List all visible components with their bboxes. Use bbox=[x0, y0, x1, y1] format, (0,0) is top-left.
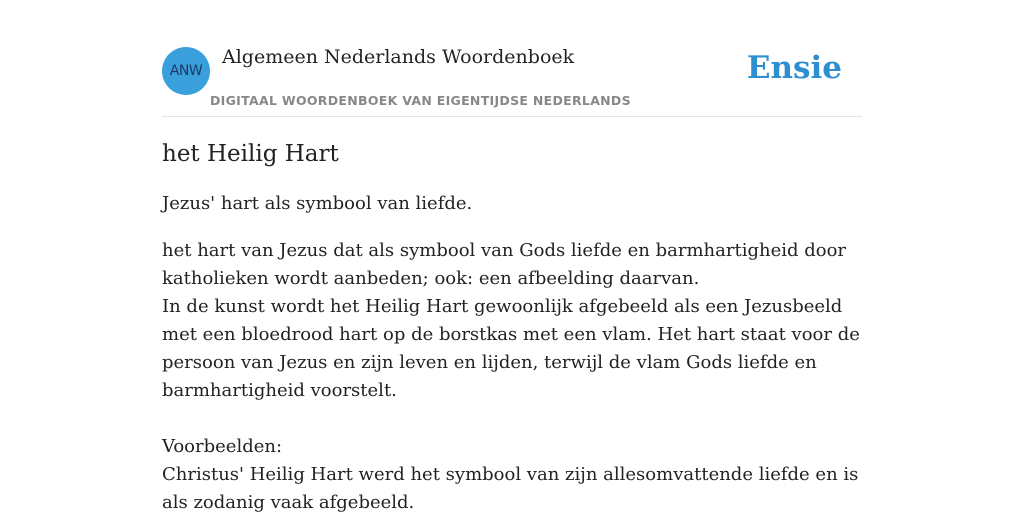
anw-logo[interactable]: ANW bbox=[162, 47, 210, 95]
short-definition: Jezus' hart als symbool van liefde. bbox=[162, 193, 473, 214]
site-title[interactable]: Algemeen Nederlands Woordenboek bbox=[222, 46, 575, 68]
entry-content bbox=[162, 138, 862, 512]
ensie-brand-logo[interactable]: Ensie bbox=[746, 50, 842, 86]
long-definition: het hart van Jezus dat als symbool van Gods liefde en barmhartigheid door katholieken wordt aanbeden; ook: een afbeelding daarvan. In de kunst wordt het Heilig Hart gewoonlijk afgebeeld als een Jezusbeeld met een bloedrood hart op de borstkas met een vlam. Het hart staat voor de persoon van Jezus en zijn leven en lijden, terwijl de vlam Gods liefde en barmhartigheid voorstelt. Voorbeelden: Christus' Heilig Hart werd het symbool van zijn allesomvattende liefde en is als zodanig vaak afgebeeld. bbox=[162, 240, 860, 512]
entry-headword: het Heilig Hart bbox=[162, 141, 339, 167]
site-subtitle: DIGITAAL WOORDENBOEK VAN EIGENTIJDSE NEDERLANDS bbox=[210, 93, 631, 108]
site-header bbox=[162, 0, 862, 117]
